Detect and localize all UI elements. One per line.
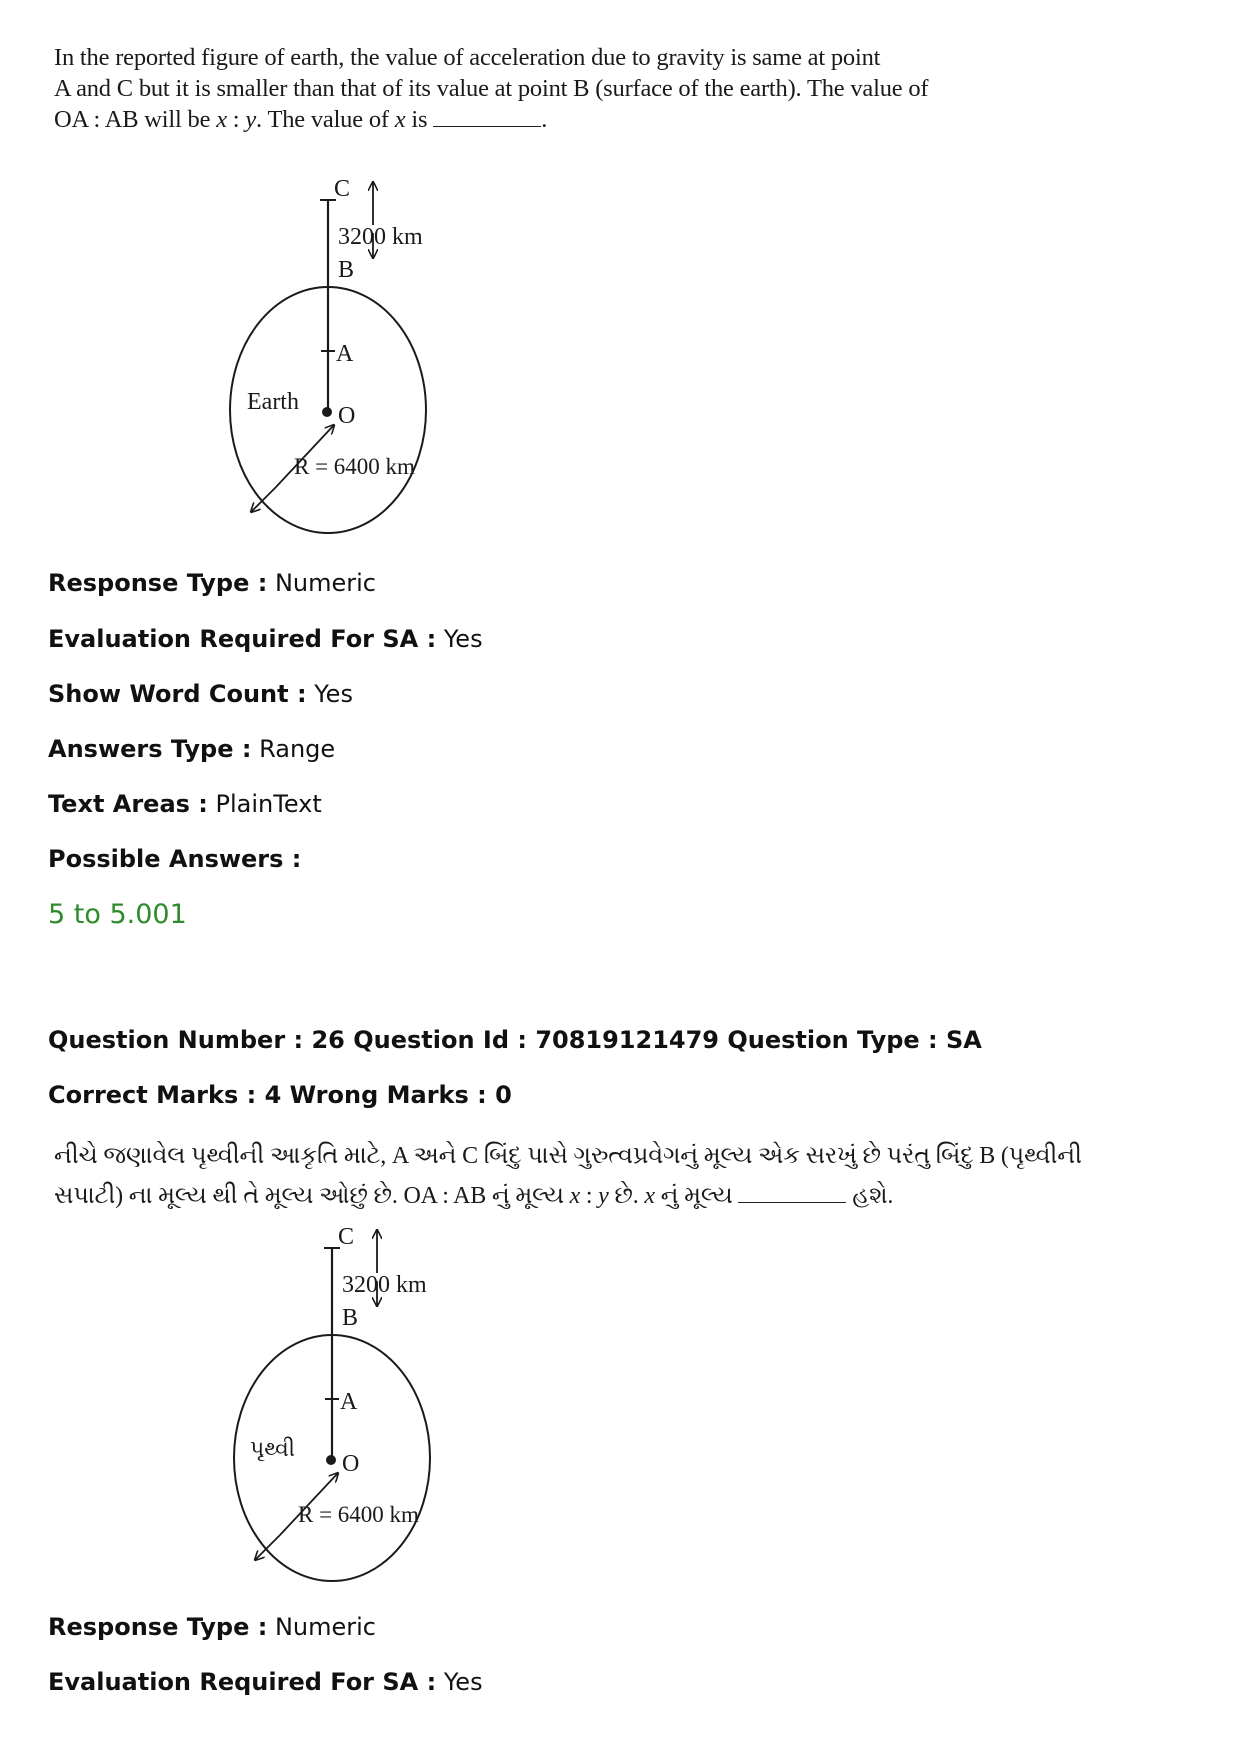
q25-var-x: x <box>394 106 406 133</box>
q26-answer-blank <box>738 1182 846 1203</box>
q26-text-part: નું મૂલ્ય <box>654 1183 739 1209</box>
q26-field-response-type <box>48 1612 376 1642</box>
field-label: Answers Type : <box>48 735 252 763</box>
field-value: Yes <box>314 680 353 708</box>
field-value: Yes <box>443 625 483 653</box>
q25-text-part: . The value of <box>256 106 395 133</box>
label-radius: R = 6400 km <box>298 1502 419 1527</box>
q25-text-line-2: A and C but it is smaller than that of its value at point B (surface of the earth). The value of <box>54 75 929 102</box>
q25-text-part: is <box>405 106 434 133</box>
field-label: Evaluation Required For SA : <box>48 1668 437 1696</box>
field-label: Response Type : <box>48 569 268 597</box>
q25-var-y: y <box>245 106 257 133</box>
q25-text-line-1: In the reported figure of earth, the value of acceleration due to gravity is same at point <box>54 44 881 71</box>
q26-var-y: y <box>598 1183 609 1209</box>
q25-field-text-areas <box>48 789 322 819</box>
label-o: O <box>338 403 356 429</box>
q25-text-line-3: OA : AB will be x : y. The value of x is . <box>54 106 548 133</box>
center-point-o <box>322 407 332 417</box>
label-earth: પૃથ્વી <box>250 1436 296 1461</box>
q25-earth-figure <box>210 180 450 540</box>
field-label: Evaluation Required For SA : <box>48 625 437 653</box>
q25-var-x: x <box>216 106 227 133</box>
q25-field-answers-type <box>48 734 335 764</box>
field-value: Range <box>259 735 336 763</box>
q26-earth-figure <box>212 1228 452 1588</box>
q25-answer-blank <box>433 106 541 127</box>
q25-text-part: OA : AB will be <box>54 106 217 133</box>
q26-text-part: સપાટી) ના મૂલ્ય થી તે મૂલ્ય ઓછું છે. OA : AB નું મૂલ્ય <box>54 1183 570 1209</box>
label-c: C <box>338 1228 355 1250</box>
field-label: Show Word Count : <box>48 680 307 708</box>
label-b: B <box>338 257 355 283</box>
field-value: Numeric <box>274 1613 376 1641</box>
q25-field-response-type <box>48 568 376 598</box>
q25-text-part: : <box>226 106 246 133</box>
label-earth: Earth <box>247 389 299 415</box>
q26-var-x: x <box>644 1183 655 1209</box>
q26-header-line-2: Correct Marks : 4 Wrong Marks : 0 <box>48 1081 512 1109</box>
q26-header-line-1: Question Number : 26 Question Id : 70819121479 Question Type : SA <box>48 1026 982 1054</box>
field-label: Text Areas : <box>48 790 208 818</box>
q25-field-evaluation <box>48 624 483 654</box>
label-a: A <box>336 341 354 367</box>
q26-text-line-1: નીચે જણાવેલ પૃથ્વીની આકૃતિ માટે, A અને C બિંદુ પાસે ગુરુત્વપ્રવેગનું મૂલ્ય એક સરખું છે પરંતુ બિંદુ B (પૃથ્વીની <box>54 1143 1082 1169</box>
label-b: B <box>342 1305 359 1331</box>
label-distance: 3200 km <box>342 1272 427 1298</box>
q25-question-text <box>54 42 928 135</box>
q26-text-line-2 <box>54 1176 1082 1216</box>
q25-possible-answer-value: 5 to 5.001 <box>48 899 187 930</box>
q26-text-part: છે. <box>608 1183 645 1209</box>
center-point-o <box>326 1455 336 1465</box>
q26-field-evaluation <box>48 1667 483 1697</box>
label-distance: 3200 km <box>338 224 423 250</box>
label-radius: R = 6400 km <box>294 454 415 479</box>
label-o: O <box>342 1451 360 1477</box>
q25-field-possible-answers <box>48 844 301 874</box>
field-label: Response Type : <box>48 1613 268 1641</box>
field-value: Yes <box>443 1668 483 1696</box>
q25-field-word-count <box>48 679 353 709</box>
q26-text-part: હશે. <box>846 1183 894 1209</box>
q26-question-text <box>54 1136 1082 1216</box>
field-value: PlainText <box>215 790 322 818</box>
q26-var-x: x <box>569 1183 581 1209</box>
field-label: Possible Answers : <box>48 845 302 873</box>
label-c: C <box>334 180 351 202</box>
label-a: A <box>340 1389 358 1415</box>
q26-text-part: : <box>580 1183 599 1209</box>
field-value: Numeric <box>274 569 376 597</box>
